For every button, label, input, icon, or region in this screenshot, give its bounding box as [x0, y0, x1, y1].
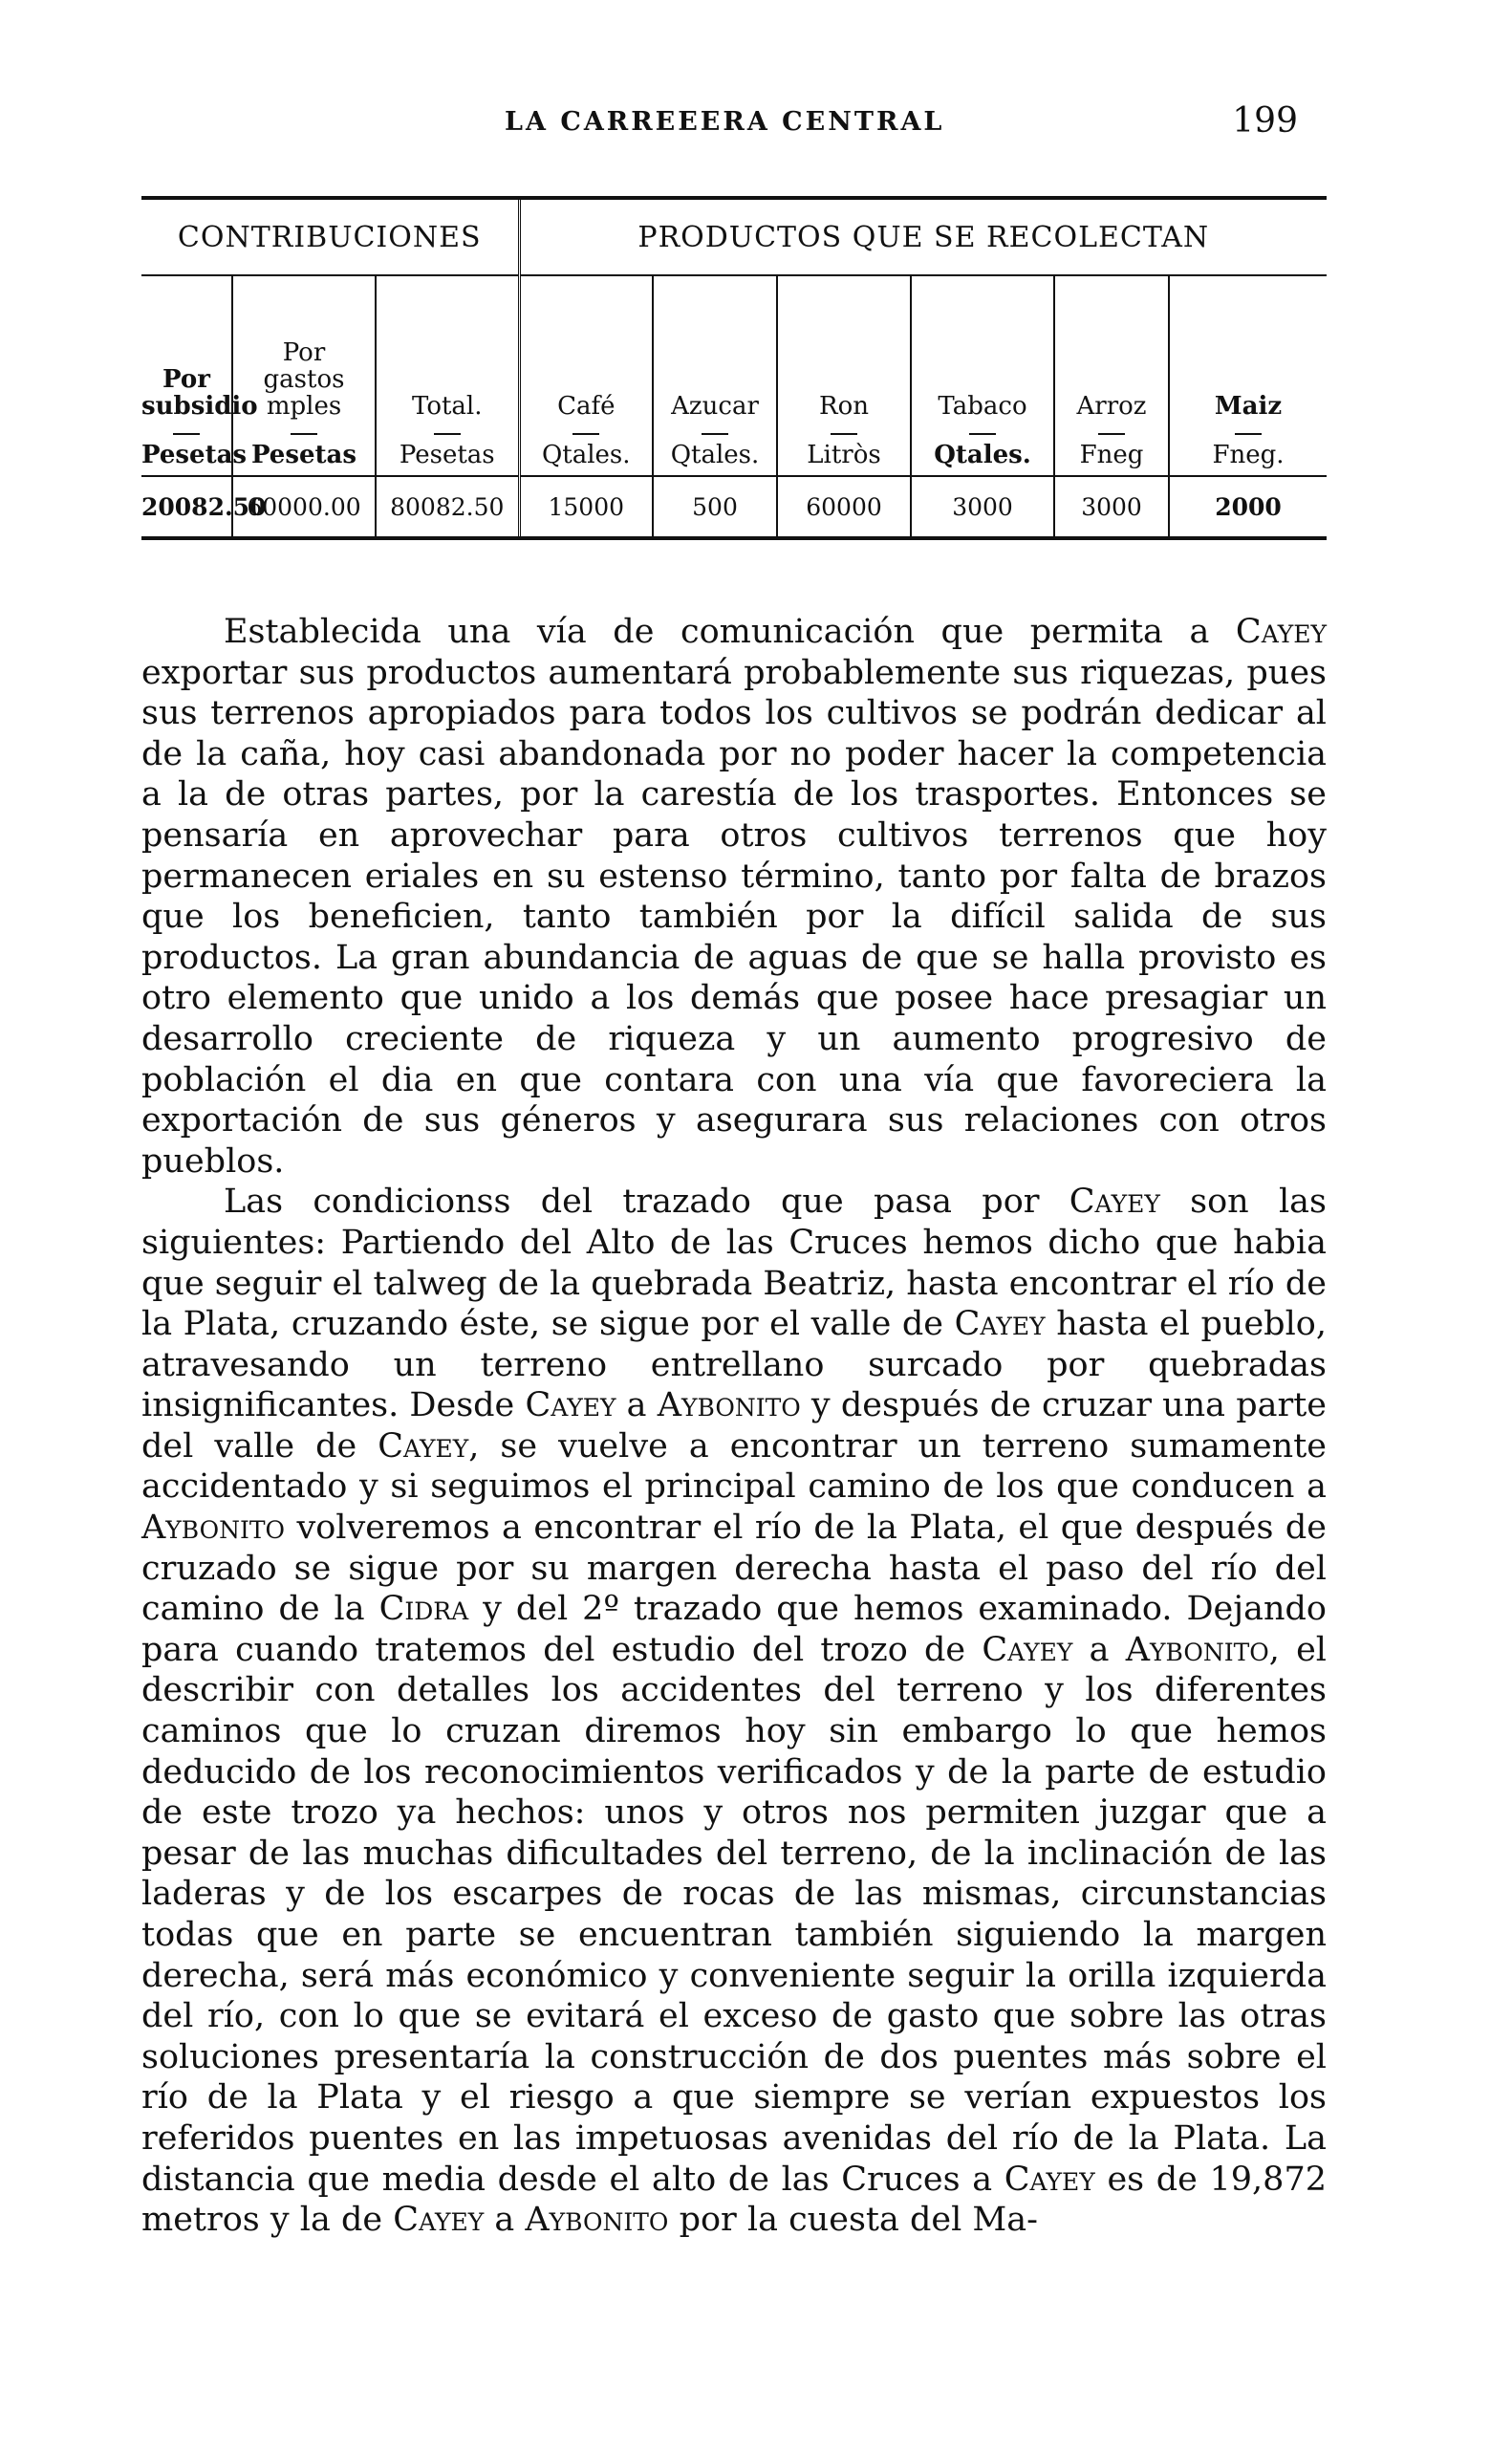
text-run: por la cuesta del Ma-	[668, 2201, 1038, 2240]
column-header-rice: Arroz	[1054, 275, 1169, 427]
place-name: Aybonito	[657, 1386, 801, 1425]
place-name: Aybonito	[1125, 1630, 1269, 1669]
text-run: , se vuelve a encontrar un terreno sumamente accidentado y si seguimos el principal camino de los que conducen a	[141, 1426, 1328, 1507]
place-name: Cayey	[1069, 1183, 1160, 1222]
text-run: y después de cruzar una parte del valle de	[141, 1386, 1327, 1466]
value-cell: 3000	[911, 476, 1054, 538]
running-title: LA CARREEERA CENTRAL	[505, 107, 945, 137]
value-cell: 60000.00	[232, 476, 376, 538]
place-name: Cayey	[1004, 2160, 1095, 2199]
text-run: a	[484, 2201, 526, 2240]
value-cell: 60000	[777, 476, 911, 538]
place-name: Aybonito	[525, 2201, 669, 2240]
unit-cell	[1054, 427, 1169, 476]
column-header-subsidy	[141, 275, 258, 427]
value-cell: 3000	[1054, 476, 1169, 538]
text-run: a	[1072, 1630, 1126, 1669]
place-name: Cayey	[525, 1386, 616, 1425]
unit-label: Fneg	[1079, 441, 1144, 469]
column-header-line: mples	[266, 391, 342, 421]
text-run: volveremos a encontrar el río de la Plata, el que después de cruzado se sigue por su margen derecha hasta el paso del río del camino de la	[141, 1509, 1327, 1629]
value-cell: 20082.50	[141, 476, 232, 538]
text-run: es de 19,872 metros y la de	[141, 2160, 1327, 2240]
column-header-line: Por	[162, 364, 210, 394]
unit-cell	[1169, 427, 1327, 476]
place-name: Aybonito	[141, 1509, 286, 1548]
text-run: , el describir con detalles los accidentes del terreno y los diferentes caminos que lo cruzan diremos hoy sin embargo lo que hemos deducido de los reconocimientos verificados y de la parte de estudio de este trozo ya hechos: unos y otros nos permiten juzgar que a pesar de las muchas dificultades del terreno, de la inclinación de las laderas y de los escarpes de rocas de las mismas, circunstancias todas que en parte se encuentran también siguiendo la margen derecha, será más económico y conveniente seguir la orilla izquierda del río, con lo que se evitará el exceso de gasto que sobre las otras soluciones presentaría la construcción de dos puentes más sobre el río de la Plata y el riesgo a que siempre se verían expuestos los referidos puentes en las impetuosas avenidas del río de la Plata. La distancia que media desde el alto de las Cruces a	[141, 1630, 1327, 2199]
statistics-table	[141, 196, 1327, 540]
unit-cell	[911, 427, 1054, 476]
text-run: son las siguientes: Partiendo del Alto de las Cruces hemos dicho que habia que seguir el talweg de la quebrada Beatriz, hasta encontrar el río de la Plata, cruzando éste, se sigue por el valle de	[141, 1183, 1327, 1344]
column-header-line: gastos	[263, 364, 345, 394]
column-header-line: subsidio	[141, 391, 258, 421]
group-header-contributions: CONTRIBUCIONES	[141, 198, 519, 275]
body-text	[141, 612, 1327, 2241]
column-header-coffee: Café	[519, 275, 653, 427]
value-cell: 15000	[519, 476, 653, 538]
unit-cell	[653, 427, 777, 476]
column-header-corn: Maiz	[1214, 391, 1283, 421]
text-run: Las condicionss del trazado que pasa por	[224, 1183, 1069, 1222]
unit-label: Qtales.	[670, 441, 760, 469]
place-name: Cidra	[378, 1590, 469, 1629]
unit-cell	[376, 427, 519, 476]
unit-label: Pesetas	[399, 441, 495, 469]
unit-label: Pesetas	[250, 441, 357, 469]
text-run: Establecida una vía de comunicación que permita a	[224, 613, 1236, 651]
column-header-rum: Ron	[777, 275, 911, 427]
unit-label: Qtales.	[934, 441, 1031, 469]
place-name: Cayey	[1235, 613, 1327, 651]
value-cell: 2000	[1169, 476, 1327, 538]
unit-cell	[519, 427, 653, 476]
place-name: Cayey	[954, 1305, 1046, 1344]
unit-cell	[232, 427, 376, 476]
unit-cell	[777, 427, 911, 476]
unit-label: Litròs	[807, 441, 881, 469]
paragraph-1	[141, 612, 1327, 1182]
place-name: Cayey	[982, 1630, 1073, 1669]
place-name: Cayey	[378, 1426, 469, 1466]
unit-label: Fneg.	[1212, 441, 1285, 469]
running-header	[141, 101, 1327, 145]
text-run: exportar sus productos aumentará probablemente sus riquezas, pues sus terrenos apropiados para todos los cultivos se podrán dedicar al de la caña, hoy casi abandonada por no poder hacer la competencia a la de otras partes, por la carestía de los trasportes. Entonces se pensaría en aprovechar para otros cultivos terrenos que hoy permanecen eriales en su estenso término, tanto por falta de brazos que los beneficien, tanto también por la difícil salida de sus productos. La gran abundancia de aguas de que se halla provisto es otro elemento que unido a los demás que posee hace presagiar un desarrollo creciente de riqueza y un aumento progresivo de población el dia en que contara con una vía que favoreciera la exportación de sus géneros y asegurara sus relaciones con otros pueblos.	[141, 653, 1327, 1181]
unit-label: Pesetas	[141, 441, 248, 469]
paragraph-2	[141, 1182, 1327, 2240]
text-run: y del 2º trazado que hemos examinado. Dejando para cuando tratemos del estudio del trozo de	[141, 1590, 1327, 1669]
unit-cell	[141, 427, 248, 476]
text-run: hasta el pueblo, atravesando un terreno entrellano surcado por quebradas insignificantes. Desde	[141, 1305, 1327, 1425]
unit-label: Qtales.	[541, 441, 631, 469]
value-cell: 80082.50	[376, 476, 519, 538]
column-header-line: Por	[282, 337, 326, 367]
column-header-sugar: Azucar	[653, 275, 777, 427]
column-header-total: Total.	[376, 275, 519, 427]
group-header-products: PRODUCTOS QUE SE RECOLECTAN	[519, 198, 1327, 275]
page-number: 199	[1232, 101, 1298, 141]
column-header-tobacco: Tabaco	[911, 275, 1054, 427]
text-run: a	[616, 1386, 658, 1425]
value-cell: 500	[653, 476, 777, 538]
place-name: Cayey	[393, 2201, 485, 2240]
